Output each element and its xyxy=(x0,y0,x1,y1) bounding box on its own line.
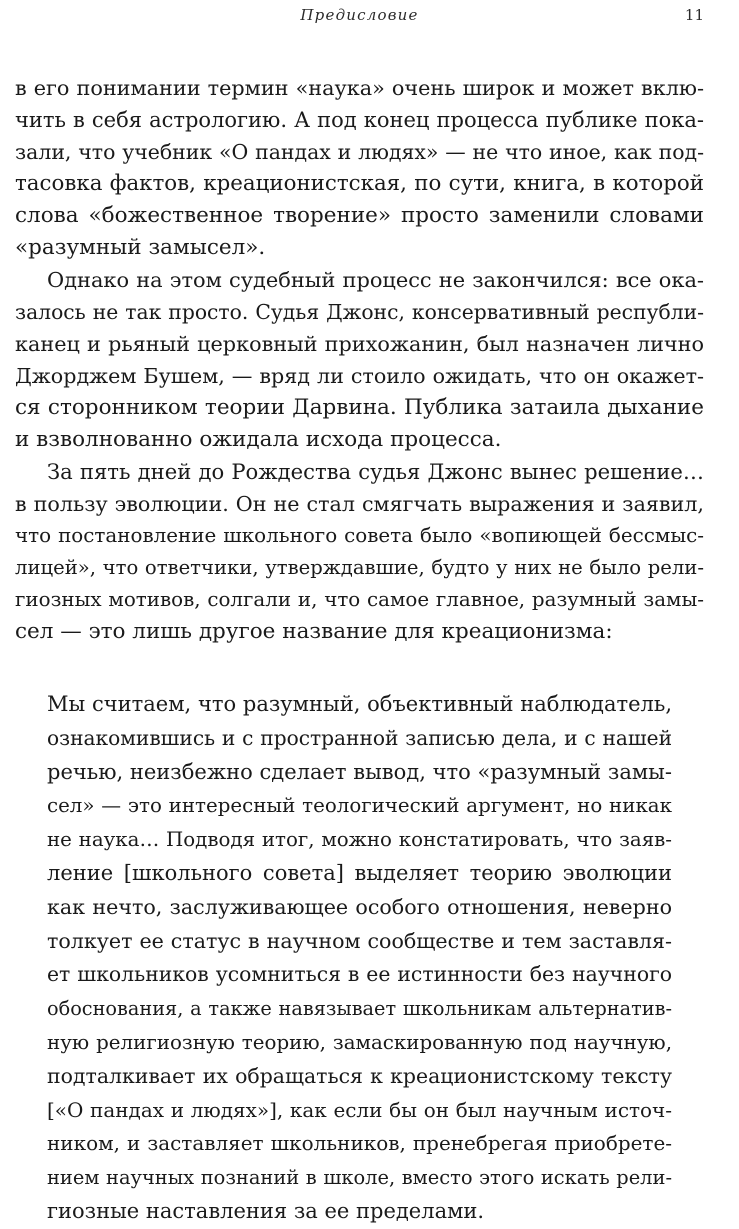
quote-line: как нечто, заслуживающее особого отношения, неверно xyxy=(47,894,672,919)
text-line: канец и рьяный церковный прихожанин, был назначен лично xyxy=(15,332,704,356)
quote-line: толкует ее статус в научном сообществе и тем заставля- xyxy=(47,928,672,953)
quote-line: ознакомившись и с пространной записью дела, и с нашей xyxy=(47,725,672,750)
text-line: сел — это лишь другое название для креационизма: xyxy=(15,619,613,644)
quote-line: речью, неизбежно сделает вывод, что «разумный замы- xyxy=(47,759,672,784)
text-line: «разумный замысел». xyxy=(15,235,266,260)
block-quote xyxy=(47,688,672,1229)
text-line: зали, что учебник «О пандах и людях» — не что иное, как под- xyxy=(15,140,704,164)
quote-line: Мы считаем, что разумный, объективный наблюдатель, xyxy=(47,692,672,716)
text-line: залось не так просто. Судья Джонс, консервативный республи- xyxy=(15,300,704,324)
text-line: тасовка фактов, креационистская, по сути, книга, в которой xyxy=(15,171,704,196)
text-line: и взволнованно ожидала исхода процесса. xyxy=(15,427,502,452)
quote-line: нием научных познаний в школе, вместо этого искать рели- xyxy=(47,1166,672,1190)
page-header xyxy=(0,4,739,30)
text-line: Джорджем Бушем, — вряд ли стоило ожидать, что он окажет- xyxy=(15,364,704,388)
text-line: в его понимании термин «наука» очень широк и может вклю- xyxy=(15,76,704,100)
quote-line: не наука… Подводя итог, можно констатировать, что заяв- xyxy=(47,828,672,852)
body-text xyxy=(15,72,704,648)
text-line: ся сторонником теории Дарвина. Публика затаила дыхание xyxy=(15,395,704,420)
page-number: 11 xyxy=(684,6,704,24)
paragraph xyxy=(15,72,704,264)
paragraph xyxy=(15,456,704,648)
text-line: слова «божественное творение» просто заменили словами xyxy=(15,203,704,228)
quote-line: ником, и заставляет школьников, пренебрегая приобрете- xyxy=(47,1131,672,1156)
quote-line: гиозные наставления за ее пределами. xyxy=(47,1198,485,1223)
quote-line: [«О пандах и людях»], как если бы он был научным источ- xyxy=(47,1097,672,1122)
quote-line: ление [школьного совета] выделяет теорию эволюции xyxy=(47,860,672,885)
text-line: чить в себя астрологию. А под конец процесса публике пока- xyxy=(15,108,704,132)
text-line: что постановление школьного совета было «вопиющей бессмыс- xyxy=(15,524,704,547)
text-line: гиозных мотивов, солгали и, что самое главное, разумный замы- xyxy=(15,588,704,611)
running-title: Предисловие xyxy=(300,6,419,24)
text-line: в пользу эволюции. Он не стал смягчать выражения и заявил, xyxy=(15,492,704,516)
quote-line: сел» — это интересный теологический аргумент, но никак xyxy=(47,794,672,818)
text-line: Однако на этом судебный процесс не закончился: все ока- xyxy=(47,268,704,292)
text-line: За пять дней до Рождества судья Джонс вынес решение… xyxy=(47,459,704,484)
quote-line: ет школьников усомниться в ее истинности без научного xyxy=(47,962,672,987)
quote-line: обоснования, а также навязывает школьникам альтернатив- xyxy=(47,997,672,1021)
quote-line: ную религиозную теорию, замаскированную под научную, xyxy=(47,1030,672,1054)
quote-line: подталкивает их обращаться к креационистскому тексту xyxy=(47,1063,672,1088)
paragraph xyxy=(15,264,704,456)
text-line: лицей», что ответчики, утверждавшие, будто у них не было рели- xyxy=(15,556,704,579)
